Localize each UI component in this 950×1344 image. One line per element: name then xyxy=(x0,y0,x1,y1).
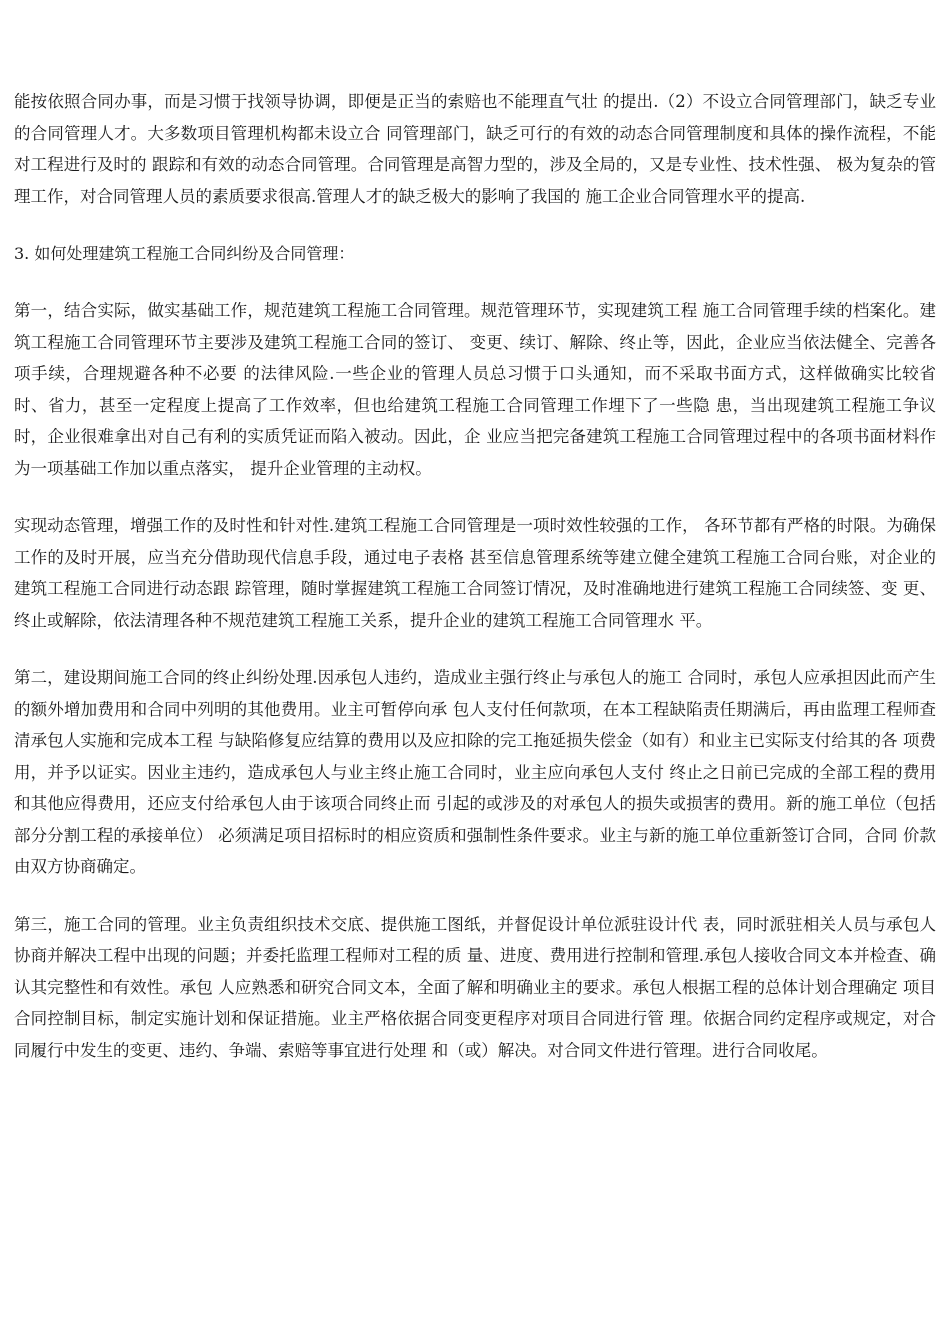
paragraph-second-measure: 第二，建设期间施工合同的终止纠纷处理.因承包人违约，造成业主强行终止与承包人的施工 合同时，承包人应承担因此而产生的额外增加费用和合同中列明的其他费用。业主可暂停向承 包人支付任何款项，在本工程缺陷责任期满后，再由监理工程师查清承包人实施和完成本工程 与缺陷修复应结算的费用以及应扣除的完工拖延损失偿金（如有）和业主已实际支付给其的各 项费用，并予以证实。因业主违约，造成承包人与业主终止施工合同时，业主应向承包人支付 终止之日前已完成的全部工程的费用和其他应得费用，还应支付给承包人由于该项合同终止而 引起的或涉及的对承包人的损失或损害的费用。新的施工单位（包括部分分割工程的承接单位） 必须满足项目招标时的相应资质和强制性条件要求。业主与新的施工单位重新签订合同，合同 价款由双方协商确定。 xyxy=(14,668,936,876)
paragraph-spacer xyxy=(14,484,936,510)
paragraph-spacer xyxy=(14,636,936,662)
paragraph-third-measure: 第三，施工合同的管理。业主负责组织技术交底、提供施工图纸，并督促设计单位派驻设计代 表，同时派驻相关人员与承包人协商并解决工程中出现的问题；并委托监理工程师对工程的质 量、进度、费用进行控制和管理.承包人接收合同文本并检查、确认其完整性和有效性。承包 人应熟悉和研究合同文本，全面了解和明确业主的要求。承包人根据工程的总体计划合理确定 项目合同控制目标，制定实施计划和保证措施。业主严格依据合同变更程序对项目合同进行管 理。依据合同约定程序或规定，对合同履行中发生的变更、违约、争端、索赔等事宜进行处理 和（或）解决。对合同文件进行管理。进行合同收尾。 xyxy=(14,914,936,1060)
paragraph-contract-management-issues: 能按依照合同办事，而是习惯于找领导协调，即便是正当的索赔也不能理直气壮 的提出.（2）不设立合同管理部门，缺乏专业的合同管理人才。大多数项目管理机构都未设立合 同管理部门，缺乏可行的有效的动态合同管理制度和具体的操作流程，不能对工程进行及时的 跟踪和有效的动态合同管理。合同管理是高智力型的，涉及全局的，又是专业性、技术性强、 极为复杂的管理工作，对合同管理人员的素质要求很高.管理人才的缺乏极大的影响了我国的 施工企业合同管理水平的提高. xyxy=(14,92,936,206)
paragraph-first-measure: 第一，结合实际，做实基础工作，规范建筑工程施工合同管理。规范管理环节，实现建筑工程 施工合同管理手续的档案化。建筑工程施工合同管理环节主要涉及建筑工程施工合同的签订、 变更、续订、解除、终止等，因此，企业应当依法健全、完善各项手续，合理规避各种不必要 的法律风险.一些企业的管理人员总习惯于口头通知，而不采取书面方式，这样做确实比较省 时、省力，甚至一定程度上提高了工作效率，但也给建筑工程施工合同管理工作埋下了一些隐 患，当出现建筑工程施工争议时，企业很难拿出对自己有利的实质凭证而陷入被动。因此，企 业应当把完备建筑工程施工合同管理过程中的各项书面材料作为一项基础工作加以重点落实， 提升企业管理的主动权。 xyxy=(14,301,936,478)
section-heading-3: 3. 如何处理建筑工程施工合同纠纷及合同管理： xyxy=(14,244,355,263)
document-page xyxy=(14,86,936,1066)
paragraph-dynamic-management: 实现动态管理，增强工作的及时性和针对性.建筑工程施工合同管理是一项时效性较强的工作， 各环节都有严格的时限。为确保工作的及时开展，应当充分借助现代信息手段，通过电子表格 甚至信息管理系统等建立健全建筑工程施工合同台账，对企业的建筑工程施工合同进行动态跟 踪管理，随时掌握建筑工程施工合同签订情况，及时准确地进行建筑工程施工合同续签、变 更、终止或解除，依法清理各种不规范建筑工程施工关系，提升企业的建筑工程施工合同管理水 平。 xyxy=(14,516,936,630)
paragraph-spacer xyxy=(14,883,936,909)
paragraph-spacer xyxy=(14,269,936,295)
paragraph-spacer xyxy=(14,212,936,238)
